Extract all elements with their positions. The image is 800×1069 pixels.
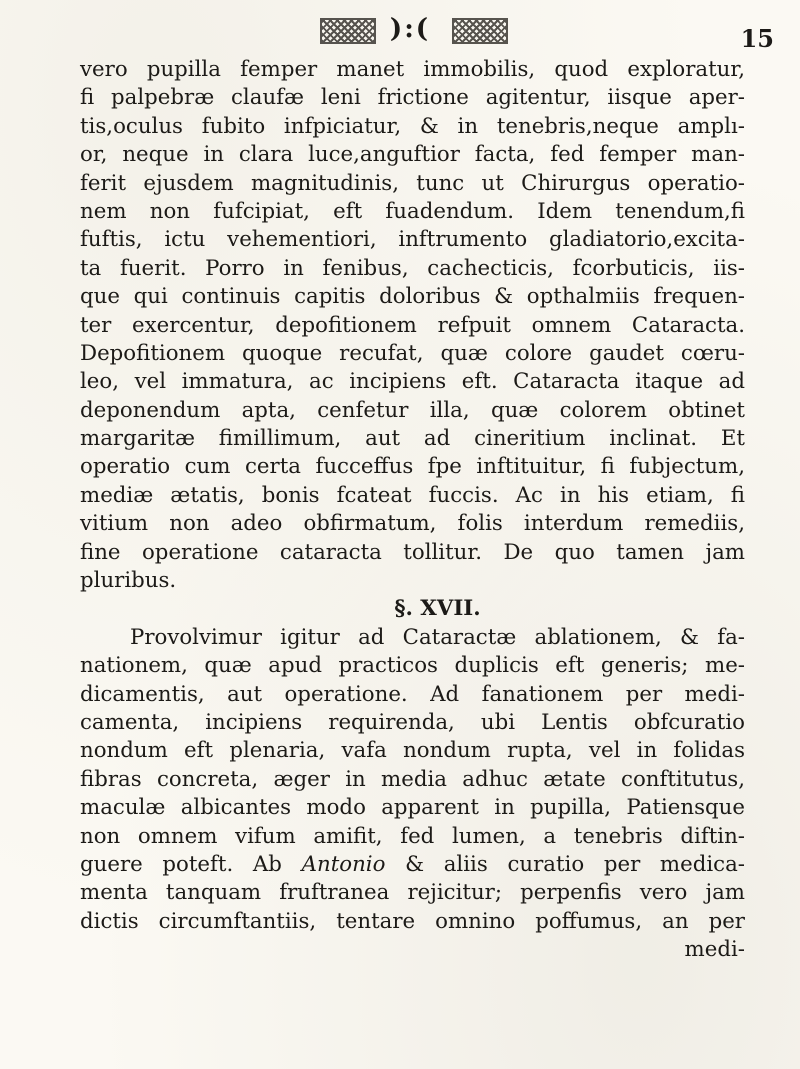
text-line: que qui continuis capitis doloribus & opthalmiis frequen- <box>80 284 745 310</box>
text-line: menta tanquam fruftranea rejicitur; perpenfis vero jam <box>80 880 745 906</box>
text-line: ferit ejusdem magnitudinis, tunc ut Chirurgus operatio- <box>80 170 745 196</box>
text-line: ta fuerit. Porro in fenibus, cachecticis, fcorbuticis, iis- <box>80 255 745 281</box>
text-line: vero pupilla femper manet immobilis, quod exploratur, <box>80 57 745 82</box>
text-fragment: Ab <box>233 851 302 877</box>
page-header <box>0 8 800 53</box>
text-line: non omnem vifum amifit, fed lumen, a tenebris diftin- <box>80 823 745 849</box>
page-number: 15 <box>740 24 774 53</box>
text-fragment: & aliis curatio per medica- <box>385 851 745 877</box>
section-heading: §. XVII. <box>394 596 481 622</box>
text-fragment: guere poteft. <box>80 851 234 877</box>
text-line: deponendum apta, cenfetur illa, quæ colorem obtinet <box>80 397 745 423</box>
paragraph-first-line: Provolvimur igitur ad Cataractæ ablationem, & fa- <box>130 624 745 650</box>
catchword: medi- <box>684 937 745 963</box>
text-line: fine operatione cataracta tollitur. De quo tamen jam <box>80 539 745 565</box>
text-line: dictis circumftantiis, tentare omnino poffumus, an per <box>80 908 745 934</box>
author-name: Antonio <box>301 851 386 877</box>
text-line: Depofitionem quoque recufat, quæ colore gaudet cœru- <box>80 340 745 366</box>
text-line: fuftis, ictu vehementiori, inftrumento gladiatorio,excita- <box>80 227 745 253</box>
text-line: margaritæ fimillimum, aut ad cineritium inclinat. Et <box>80 426 745 452</box>
text-line: fi palpebræ claufæ leni frictione agitentur, iisque aper- <box>80 85 745 111</box>
text-line: operatio cum certa fucceffus fpe inftituitur, fi fubjectum, <box>80 454 745 480</box>
text-line: leo, vel immatura, ac incipiens eft. Cataracta itaque ad <box>80 369 745 395</box>
ornament-center: ):( <box>389 14 431 44</box>
text-line-antonio <box>80 851 745 879</box>
text-line: nationem, quæ apud practicos duplicis eft generis; me- <box>80 653 745 679</box>
body-text <box>80 56 745 965</box>
text-line: or, neque in clara luce,anguftior facta, fed femper man- <box>80 142 745 168</box>
text-line: nondum eft plenaria, vafa nondum rupta, vel in folidas <box>80 738 745 764</box>
text-line: ter exercentur, depofitionem refpuit omnem Cataracta. <box>80 312 745 338</box>
text-line: nem non fufcipiat, eft fuadendum. Idem tenendum,fi <box>80 198 745 224</box>
text-line: maculæ albicantes modo apparent in pupilla, Patiensque <box>80 795 745 821</box>
printers-ornament-right <box>452 18 508 44</box>
text-line: tis,oculus fubito infpiciatur, & in tenebris,neque amplı- <box>80 113 745 139</box>
printers-ornament-left <box>320 18 376 44</box>
text-line: camenta, incipiens requirenda, ubi Lentis obfcuratio <box>80 709 745 735</box>
text-line: pluribus. <box>80 568 177 594</box>
text-line: mediæ ætatis, bonis fcateat fuccis. Ac in his etiam, fi <box>80 482 745 508</box>
text-line: vitium non adeo obfirmatum, folis interdum remediis, <box>80 511 745 537</box>
text-line: dicamentis, aut operatione. Ad fanationem per medi- <box>80 681 745 707</box>
text-line: fibras concreta, æger in media adhuc ætate conftitutus, <box>80 766 745 792</box>
